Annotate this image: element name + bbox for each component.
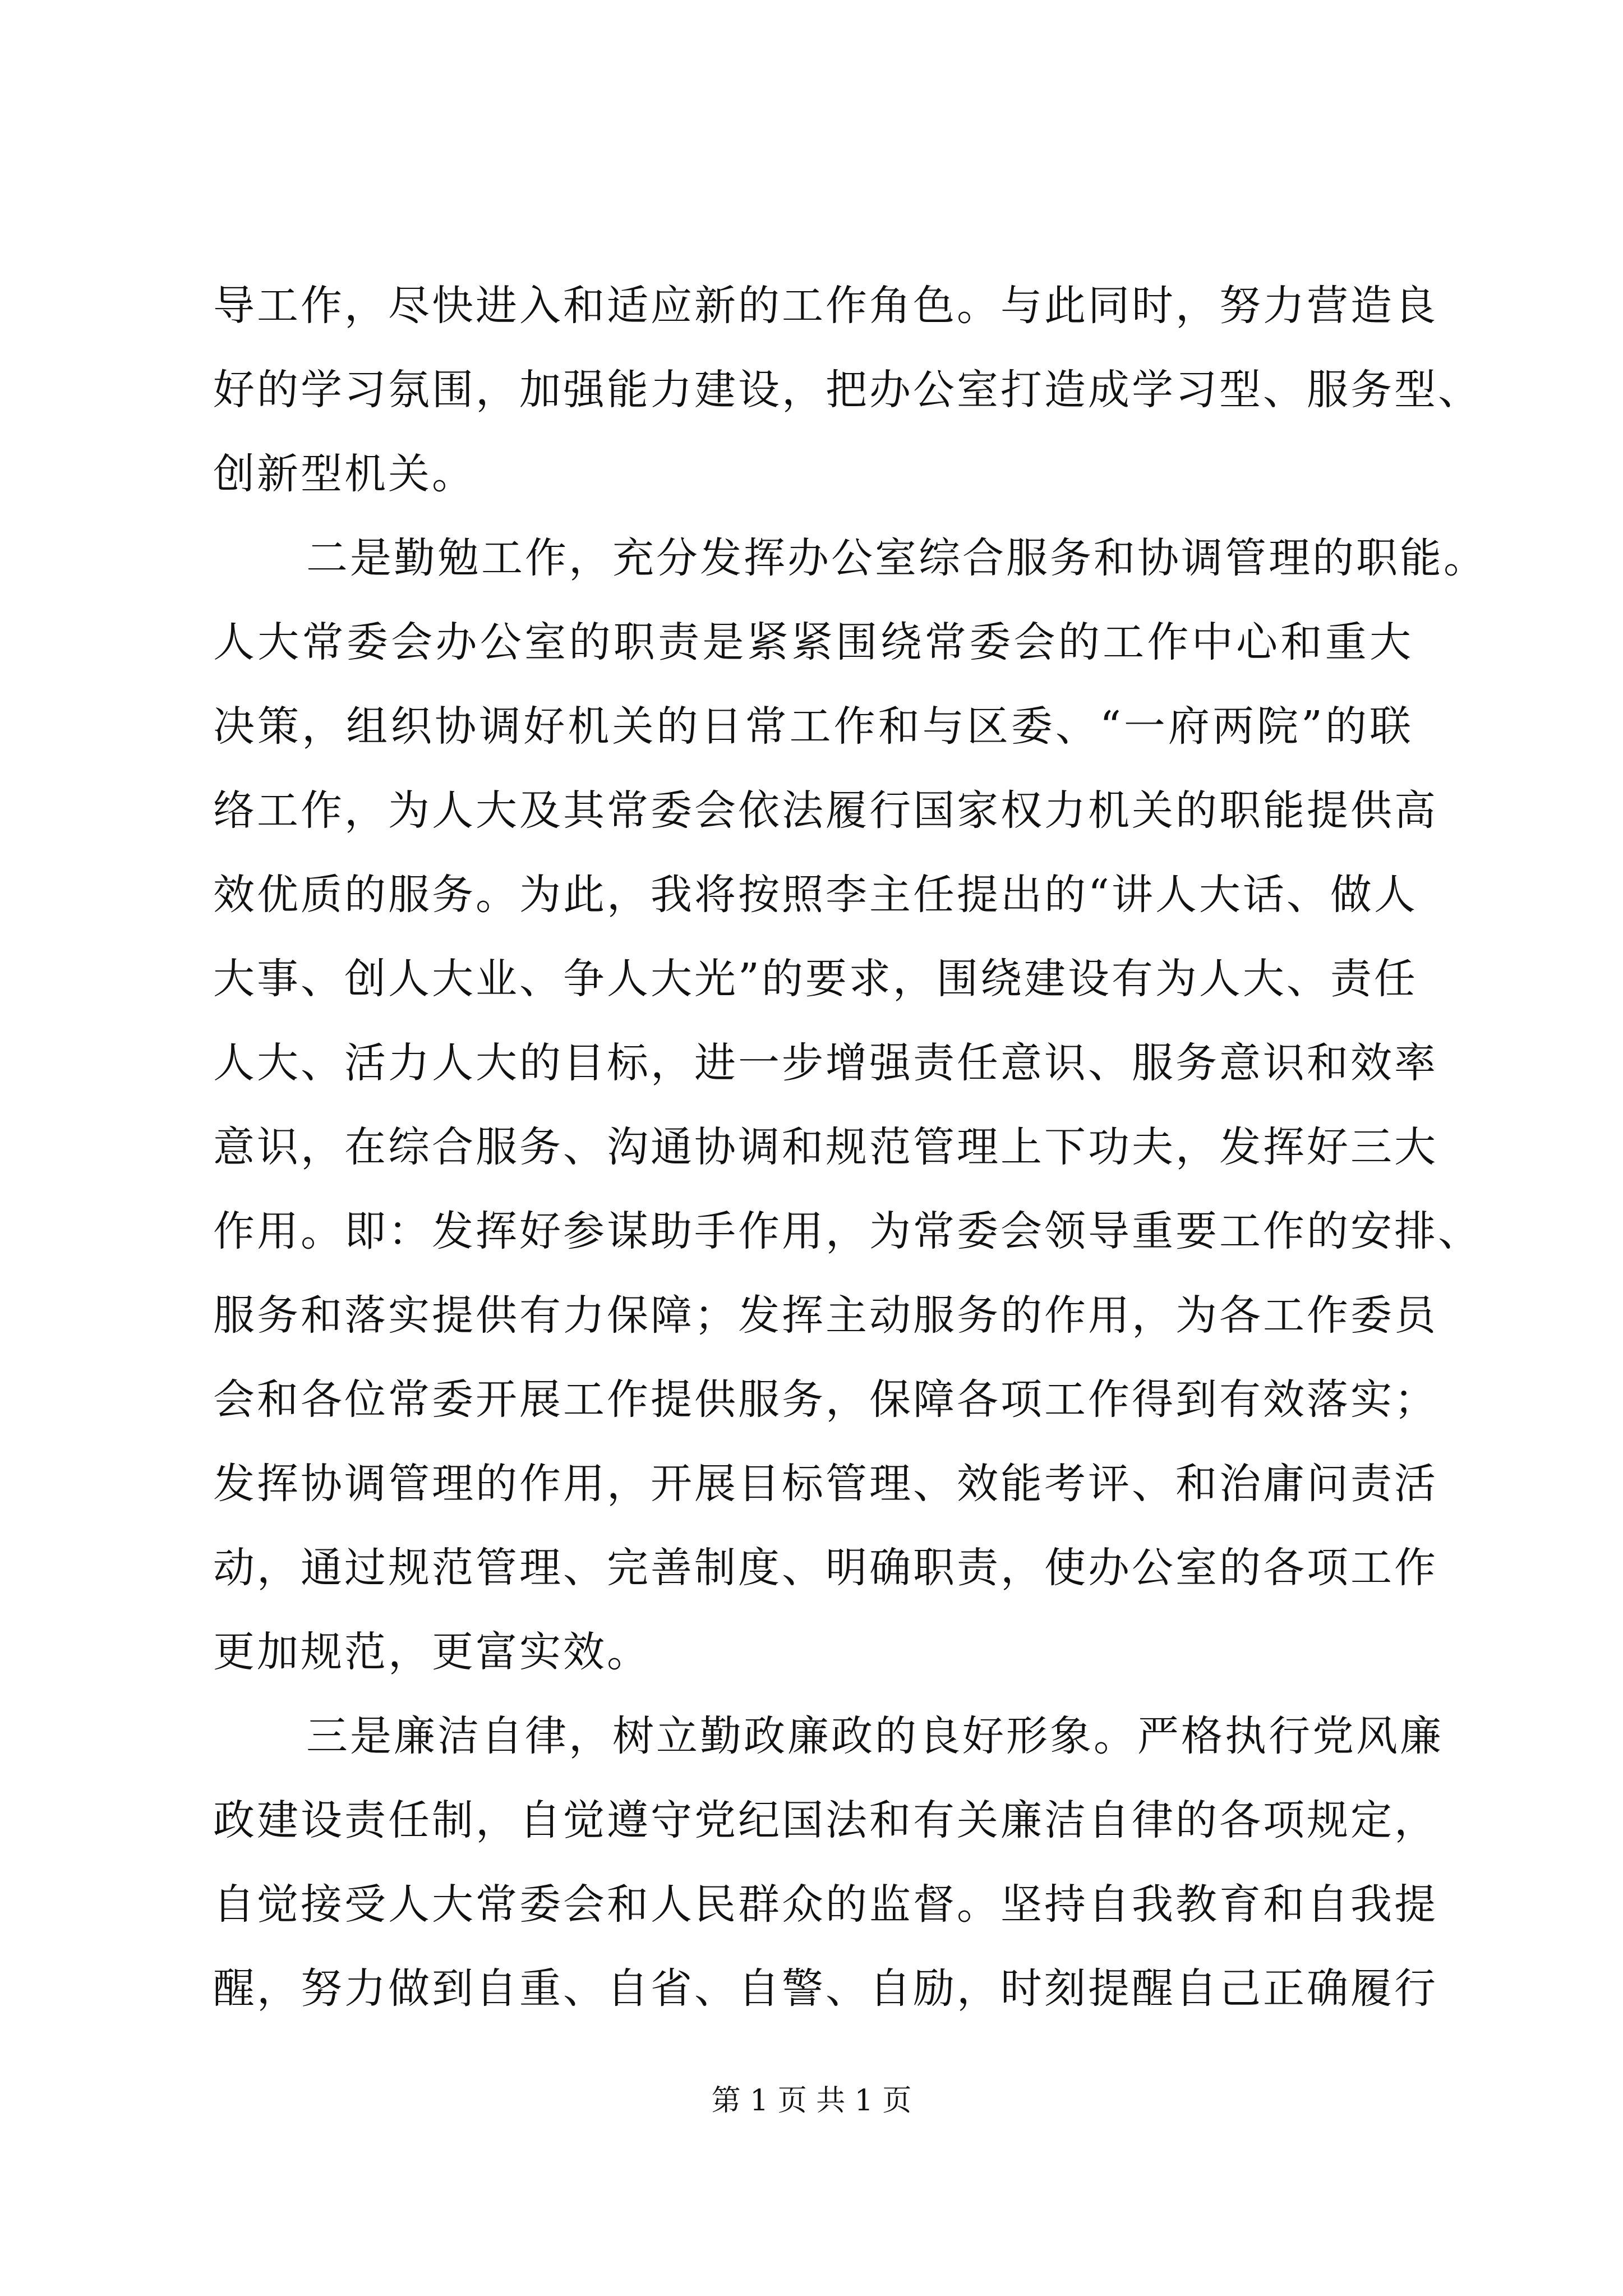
text-line: 会和各位常委开展工作提供服务，保障各项工作得到有效落实； <box>213 1375 1438 1424</box>
paragraph-2 <box>213 516 1487 1694</box>
text-line: 好的学习氛围，加强能力建设，把办公室打造成学习型、服务型、 <box>213 366 1482 414</box>
text-line: 醒，努力做到自重、自省、自警、自励，时刻提醒自己正确履行 <box>213 1964 1438 2013</box>
text-line: 发挥协调管理的作用，开展目标管理、效能考评、和治庸问责活 <box>213 1460 1438 1508</box>
text-line: 自觉接受人大常委会和人民群众的监督。坚持自我教育和自我提 <box>213 1880 1438 1929</box>
text-line: 决策，组织协调好机关的日常工作和与区委、“一府两院”的联 <box>213 702 1413 751</box>
text-line: 人大、活力人大的目标，进一步增强责任意识、服务意识和效率 <box>213 1039 1438 1087</box>
paragraph-3 <box>213 1694 1444 2031</box>
page-number-label: 第 1 页 共 1 页 <box>711 2084 912 2118</box>
text-line: 政建设责任制，自觉遵守党纪国法和有关廉洁自律的各项规定， <box>213 1796 1438 1844</box>
text-line: 效优质的服务。为此，我将按照李主任提出的“讲人大话、做人 <box>213 871 1418 919</box>
page-footer <box>0 2081 1623 2120</box>
text-line: 动，通过规范管理、完善制度、明确职责，使办公室的各项工作 <box>213 1544 1438 1592</box>
paragraph-1 <box>213 264 1482 516</box>
text-line: 导工作，尽快进入和适应新的工作角色。与此同时，努力营造良 <box>213 282 1438 330</box>
text-line: 人大常委会办公室的职责是紧紧围绕常委会的工作中心和重大 <box>213 618 1413 666</box>
text-line: 大事、创人大业、争人大光”的要求，围绕建设有为人大、责任 <box>213 955 1418 1003</box>
text-line: 二是勤勉工作，充分发挥办公室综合服务和协调管理的职能。 <box>306 534 1487 582</box>
text-line: 三是廉洁自律，树立勤政廉政的良好形象。严格执行党风廉 <box>306 1712 1444 1760</box>
text-line: 意识，在综合服务、沟通协调和规范管理上下功夫，发挥好三大 <box>213 1123 1438 1171</box>
text-line: 络工作，为人大及其常委会依法履行国家权力机关的职能提供高 <box>213 786 1438 835</box>
text-line: 创新型机关。 <box>213 450 476 498</box>
text-line: 更加规范，更富实效。 <box>213 1628 651 1676</box>
text-line: 作用。即：发挥好参谋助手作用，为常委会领导重要工作的安排、 <box>213 1207 1482 1255</box>
text-line: 服务和落实提供有力保障；发挥主动服务的作用，为各工作委员 <box>213 1291 1438 1340</box>
document-body <box>213 264 1487 2031</box>
